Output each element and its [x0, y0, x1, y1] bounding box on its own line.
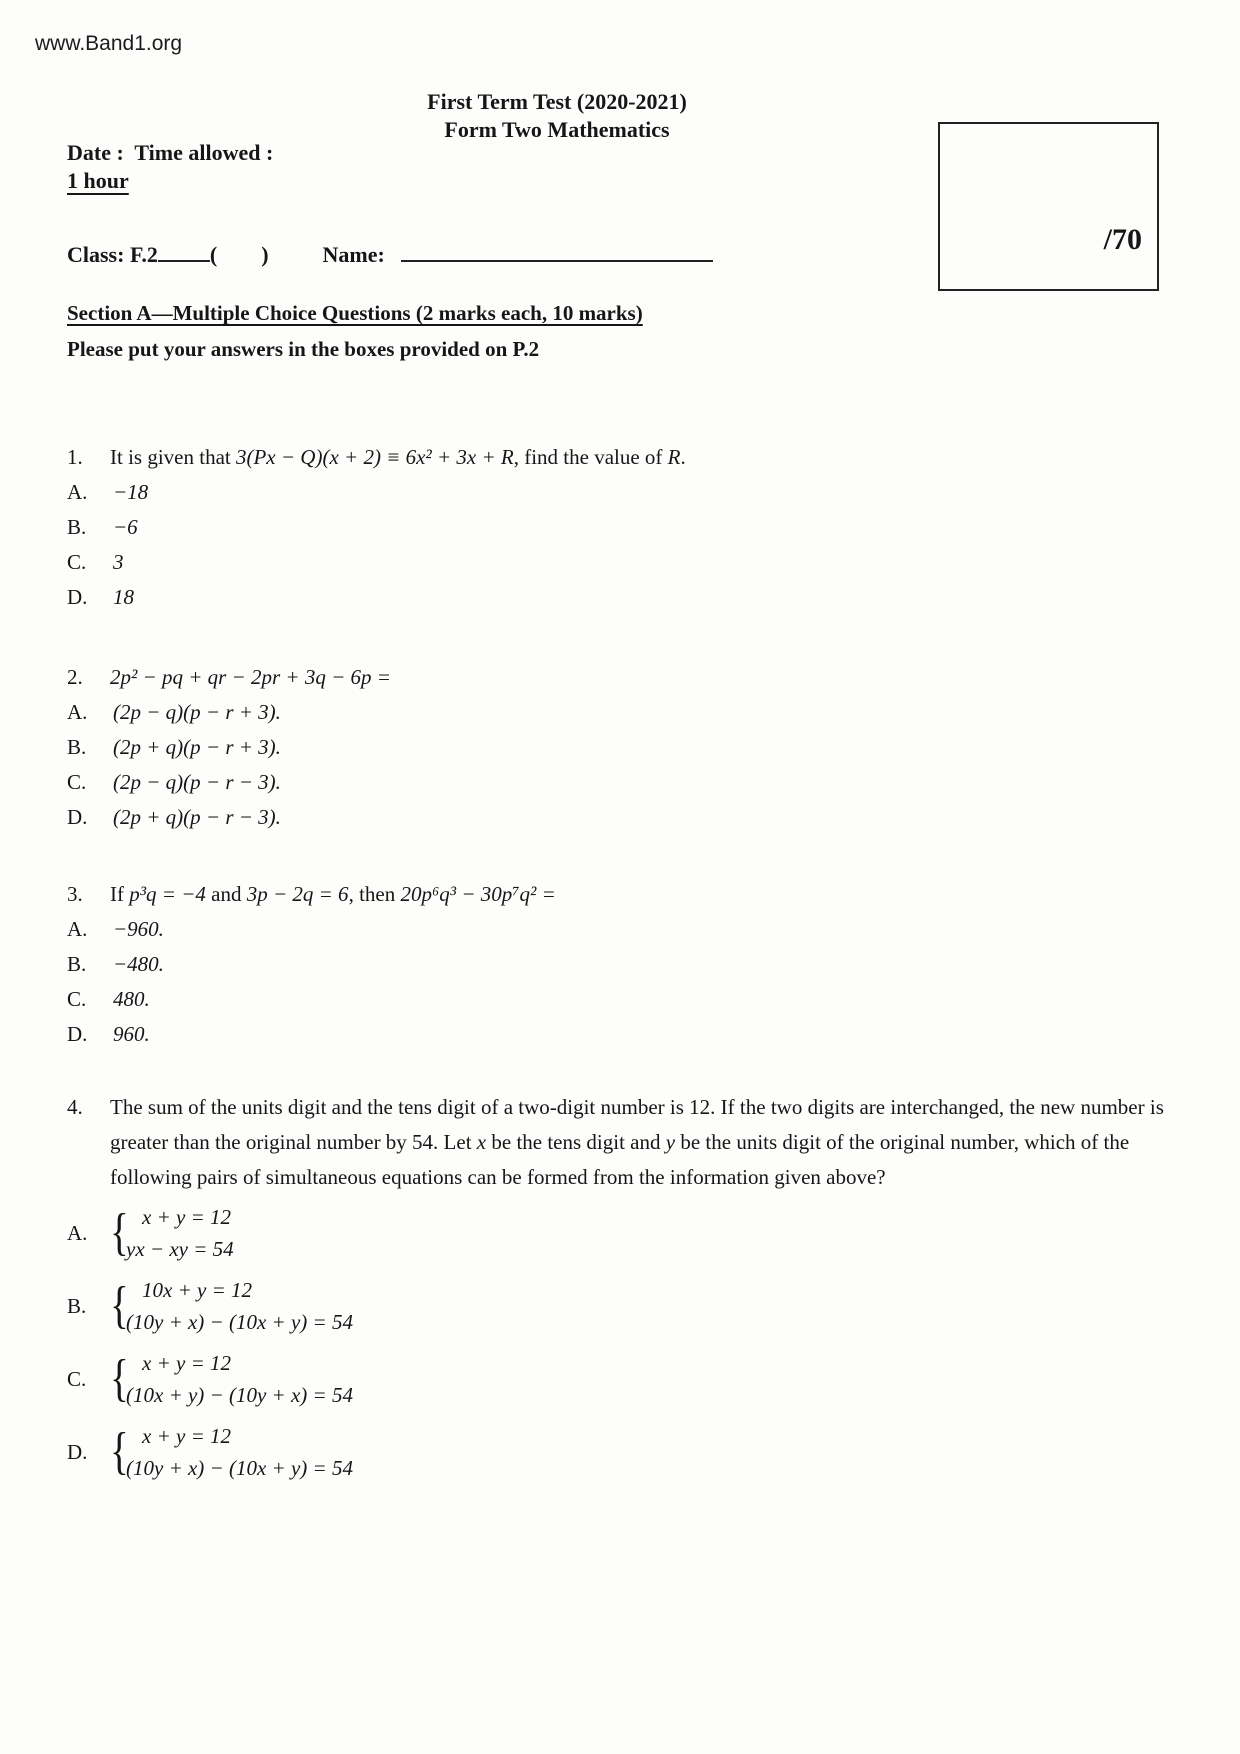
option-label: C. [67, 987, 87, 1011]
question-4 [67, 1090, 1175, 1484]
stem-text: . [680, 445, 686, 469]
stem-text: It is given that [110, 445, 236, 469]
stem-text: be the units digit of the original number, which of the following pairs of simultaneous equations can be formed from the information given above? [110, 1130, 1130, 1189]
equation-line: x + y = 12 [142, 1351, 231, 1375]
stem-text: The sum of the units digit and the tens digit of a two-digit number is 12. If the two digits are interchanged, the new number is greater than the original number by 54. Let [110, 1095, 1164, 1154]
stem-text: be the tens digit and [486, 1130, 666, 1154]
stem-text: and [205, 882, 247, 906]
option-label: B. [67, 735, 87, 759]
class-blank-field [158, 240, 210, 262]
option-value: (2p + q)(p − r + 3). [113, 735, 281, 759]
option-value: (2p + q)(p − r − 3). [113, 805, 281, 829]
equation-line: x + y = 12 [142, 1424, 231, 1448]
stem-text: , find the value of [513, 445, 668, 469]
question-number: 2. [67, 665, 83, 689]
question-text [110, 877, 1175, 912]
section-heading: Section A—Multiple Choice Questions (2 marks each, 10 marks) [67, 301, 643, 325]
score-box [938, 122, 1159, 291]
stem-math: 3(Px − Q)(x + 2) ≡ 6x² + 3x + R [235, 445, 514, 469]
question-4-stem [67, 1090, 1175, 1195]
stem-math: 3p − 2q = 6 [246, 882, 349, 906]
equation-line: (10y + x) − (10x + y) = 54 [126, 1310, 353, 1334]
class-label: Class: F.2 [67, 242, 158, 267]
question-3 [67, 877, 1175, 1052]
option-value: 18 [113, 585, 134, 609]
class-number-parens: ( ) [209, 242, 269, 267]
option-d [67, 1420, 1175, 1484]
option-c [67, 545, 1175, 580]
paper-title-line1: First Term Test (2020-2021) [427, 89, 687, 114]
option-d [67, 800, 1175, 835]
question-text [110, 660, 1175, 695]
option-label: C. [67, 1366, 87, 1391]
option-value: 960. [113, 1022, 150, 1046]
stem-text: If [110, 882, 130, 906]
option-c [67, 1347, 1175, 1411]
option-b [67, 1274, 1175, 1338]
option-c [67, 765, 1175, 800]
system-brace: { [110, 1204, 129, 1261]
option-label: D. [67, 805, 88, 829]
time-allowed-value: 1 hour [67, 168, 129, 193]
stem-math: R [667, 445, 681, 469]
option-label: B. [67, 952, 87, 976]
option-value: (2p − q)(p − r − 3). [113, 770, 281, 794]
option-b [67, 510, 1175, 545]
option-a [67, 912, 1175, 947]
equation-system [126, 1420, 353, 1484]
paper-title-line2: Form Two Mathematics [444, 117, 670, 142]
equation-line: 10x + y = 12 [142, 1278, 252, 1302]
option-label: A. [67, 700, 88, 724]
equation-system [126, 1274, 353, 1338]
question-3-stem [67, 877, 1175, 912]
system-brace: { [110, 1423, 129, 1480]
option-d [67, 1017, 1175, 1052]
question-number: 3. [67, 882, 83, 906]
system-brace: { [110, 1350, 129, 1407]
option-label: C. [67, 550, 87, 574]
question-1 [67, 440, 1175, 615]
question-number: 1. [67, 445, 83, 469]
question-text [110, 1090, 1175, 1195]
option-d [67, 580, 1175, 615]
option-value: −6 [113, 515, 138, 539]
option-value: 3 [113, 550, 124, 574]
question-number: 4. [67, 1095, 83, 1119]
equation-line: (10y + x) − (10x + y) = 54 [126, 1456, 353, 1480]
option-label: B. [67, 1293, 87, 1318]
option-b [67, 947, 1175, 982]
date-time-label: Date : Time allowed : [67, 140, 274, 165]
option-label: C. [67, 770, 87, 794]
score-total: /70 [1103, 223, 1142, 256]
stem-math: y [665, 1130, 676, 1154]
stem-math: 2p² − pq + qr − 2pr + 3q − 6p = [110, 665, 391, 689]
option-label: A. [67, 480, 88, 504]
option-value: (2p − q)(p − r + 3). [113, 700, 281, 724]
option-label: A. [67, 917, 88, 941]
option-label: A. [67, 1220, 88, 1245]
equation-system [126, 1201, 234, 1265]
option-value: −18 [113, 480, 149, 504]
option-a [67, 695, 1175, 730]
class-name-line [67, 240, 713, 268]
option-a [67, 475, 1175, 510]
option-a [67, 1201, 1175, 1265]
question-1-stem [67, 440, 1175, 475]
option-label: D. [67, 1022, 88, 1046]
watermark-url: www.Band1.org [35, 32, 183, 55]
system-brace: { [110, 1277, 129, 1334]
equation-line: (10x + y) − (10y + x) = 54 [126, 1383, 353, 1407]
stem-math: 20p⁶q³ − 30p⁷q² = [400, 882, 556, 906]
option-value: −480. [113, 952, 164, 976]
option-value: 480. [113, 987, 150, 1011]
question-2 [67, 660, 1175, 835]
stem-math: p³q = −4 [129, 882, 206, 906]
name-label: Name: [322, 242, 385, 267]
option-label: D. [67, 585, 88, 609]
option-label: B. [67, 515, 87, 539]
name-blank-field [401, 240, 713, 262]
equation-system [126, 1347, 353, 1411]
stem-text: , then [348, 882, 401, 906]
question-2-stem [67, 660, 1175, 695]
equation-line: yx − xy = 54 [126, 1237, 234, 1261]
equation-line: x + y = 12 [142, 1205, 231, 1229]
question-text [110, 440, 1175, 475]
section-a [67, 300, 1175, 1484]
option-c [67, 982, 1175, 1017]
option-b [67, 730, 1175, 765]
option-value: −960. [113, 917, 164, 941]
stem-math: x [476, 1130, 487, 1154]
section-instruction: Please put your answers in the boxes provided on P.2 [67, 337, 540, 361]
option-label: D. [67, 1439, 88, 1464]
